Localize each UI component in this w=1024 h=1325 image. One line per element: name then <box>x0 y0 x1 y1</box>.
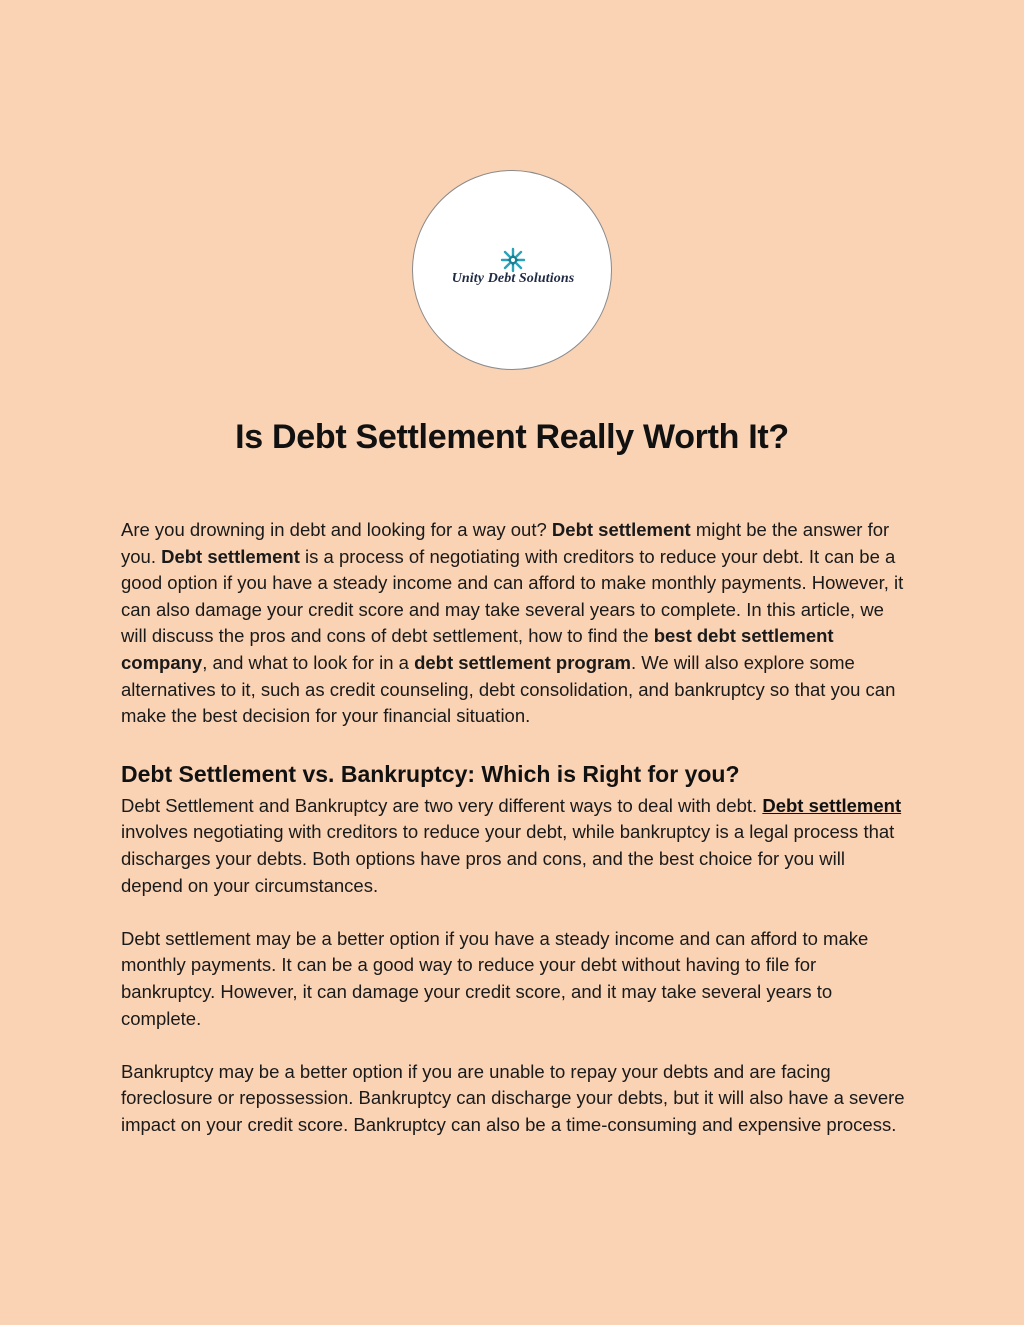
page-title: Is Debt Settlement Really Worth It? <box>235 418 789 456</box>
comparison-paragraph: Debt Settlement and Bankruptcy are two very different ways to deal with debt. Debt settlement involves negotiating with creditors to reduce your debt, while bankruptcy is a legal process that discharges your debts. Both options have pros and cons, and the best choice for you will depend on your circumstances. <box>121 794 902 896</box>
logo-brand-name: Unity Debt Solutions <box>451 271 575 286</box>
bold-term: Debt settlement <box>551 519 691 540</box>
bold-term: debt settlement program <box>414 651 631 673</box>
company-logo <box>412 170 612 370</box>
section-heading: Debt Settlement vs. Bankruptcy: Which is Right for you? <box>121 760 740 787</box>
settlement-paragraph: Debt settlement may be a better option if you have a steady income and can afford to make monthly payments. It can be a good way to reduce your debt without having to file for bankruptcy. However, it can damage your credit score, and it may take several years to complete. <box>121 927 869 1029</box>
article-body <box>121 517 911 1138</box>
bankruptcy-paragraph: Bankruptcy may be a better option if you are unable to repay your debts and are facing foreclosure or repossession. Bankruptcy can discharge your debts, but it will also have a severe impact on your credit score. Bankruptcy can also be a time-consuming and expensive process. <box>121 1060 905 1135</box>
bold-term: Debt settlement <box>161 545 300 567</box>
intro-paragraph: Are you drowning in debt and looking for a way out? Debt settlement might be the answer for you. Debt settlement is a process of negotiating with creditors to reduce your debt. It can be a good option if you have a steady income and can afford to make monthly payments. However, it can also damage your credit score and may take several years to complete. In this article, we will discuss the pros and cons of debt settlement, how to find the best debt settlement company, and what to look for in a debt settlement program. We will also explore some alternatives to it, such as credit counseling, debt consolidation, and bankruptcy so that you can make the best decision for your financial situation. <box>121 519 904 727</box>
bold-term: best debt settlement company <box>121 625 834 673</box>
debt-settlement-link[interactable]: Debt settlement <box>762 794 902 816</box>
snowflake-knot-icon <box>500 247 526 273</box>
